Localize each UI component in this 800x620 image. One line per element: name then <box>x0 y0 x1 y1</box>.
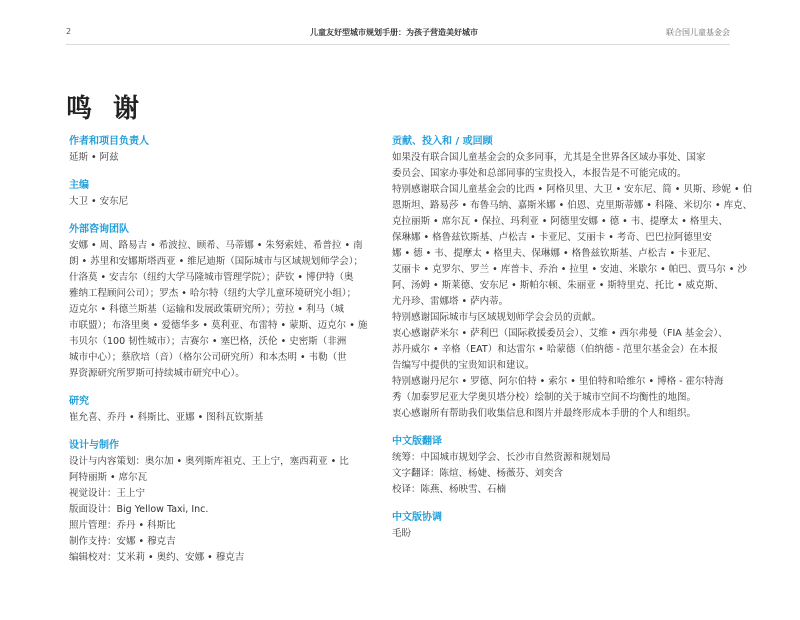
section-body <box>69 410 369 426</box>
section-heading: 贡献、投入和 / 或回顾 <box>392 136 493 147</box>
text-line: 衷心感谢所有帮助我们收集信息和图片并最终形成本手册的个人和组织。 <box>392 408 697 419</box>
organization-name: 联合国儿童基金会 <box>666 28 730 37</box>
text-line: 衷心感谢萨米尔 • 萨利巴（国际救援委员会）、艾维 • 西尔弗曼（FIA 基金会）、 <box>392 328 728 339</box>
text-line: 编辑校对：艾米莉 • 奥约、安娜 • 穆克吉 <box>69 552 245 563</box>
section-paragraph <box>392 182 753 310</box>
text-line: 委员会、国家办事处和总部同事的宝贵投入，本报告是不可能完成的。 <box>392 168 687 179</box>
page-title: 鸣 谢 <box>66 94 146 124</box>
section-body <box>69 194 369 210</box>
section-paragraph <box>392 450 742 498</box>
header-divider <box>66 44 730 45</box>
section-heading: 设计与制作 <box>69 440 119 451</box>
text-line: 雅纳工程顾问公司）；罗杰 • 哈尔特（纽约大学儿童环境研究小组）； <box>69 288 357 299</box>
text-line: 版面设计：Big Yellow Taxi, Inc. <box>69 504 209 515</box>
credit-section <box>392 434 742 498</box>
text-line: 阿、汤姆 • 斯莱德、安东尼 • 斯帕尔顿、朱丽亚 • 斯特里克、托比 • 威克斯、 <box>392 280 724 291</box>
credit-section <box>392 510 742 542</box>
text-line: 韦贝尔（100 韧性城市）；吉赛尔 • 塞巴格，沃伦 • 史密斯（非洲 <box>69 336 347 347</box>
text-line: 告编写中提供的宝贵知识和建议。 <box>392 360 535 371</box>
text-line: 照片管理：乔丹 • 科斯比 <box>69 520 176 531</box>
text-line: 迈克尔 • 科德兰斯基（运输和发展政策研究所）；劳拉 • 利马（城 <box>69 304 345 315</box>
right-column <box>392 134 753 554</box>
text-line: 阿特丽斯 • 席尔瓦 <box>69 472 148 483</box>
section-paragraph <box>392 326 742 374</box>
text-line: 克拉丽斯 • 席尔瓦 • 保拉、玛利亚 • 阿德里安娜 • 德 • 韦、提摩太 • 格里夫、 <box>392 216 728 227</box>
section-heading: 中文版翻译 <box>392 436 442 447</box>
text-line: 校译：陈燕、杨映雪、石楠 <box>392 484 507 495</box>
text-line: 如果没有联合国儿童基金会的众多同事，尤其是全世界各区域办事处、国家 <box>392 152 706 163</box>
text-line: 文字翻译：陈煊、杨婕、杨薇芬、刘奕含 <box>392 468 564 479</box>
text-line: 视觉设计：王上宁 <box>69 488 146 499</box>
section-paragraph <box>392 310 742 326</box>
text-line: 崔允喜、乔丹 • 科斯比、亚娜 • 图科瓦钦斯基 <box>69 412 264 423</box>
text-line: 秀（加泰罗尼亚大学奥贝塔分校）绘制的关于城市空间不均衡性的地图。 <box>392 392 697 403</box>
section-heading: 研究 <box>69 396 89 407</box>
page-header <box>0 20 800 50</box>
text-line: 统筹：中国城市规划学会、长沙市自然资源和规划局 <box>392 452 611 463</box>
text-line: 市联盟）；布洛里奥 • 爱德华多 • 莫利亚、布雷特 • 蒙斯、迈克尔 • 施 <box>69 320 368 331</box>
section-heading: 作者和项目负责人 <box>69 136 149 147</box>
text-line: 安娜 • 周、路易吉 • 希波拉、顾希、马蒂娜 • 朱努索娃、希普拉 • 南 <box>69 240 363 251</box>
section-heading: 中文版协调 <box>392 512 442 523</box>
text-line: 延斯 • 阿兹 <box>69 152 119 163</box>
section-paragraph <box>392 150 742 182</box>
text-line: 毛盼 <box>392 528 412 539</box>
text-line: 大卫 • 安东尼 <box>69 196 129 207</box>
text-line: 尤丹珍、雷娜塔 • 萨内蒂。 <box>392 296 509 307</box>
page-number: 2 <box>66 27 72 36</box>
section-paragraph <box>392 526 742 542</box>
text-line: 特别感谢国际城市与区域规划师学会会员的贡献。 <box>392 312 602 323</box>
text-line: 城市中心）；蔡欣培（音）（格尔公司研究所）和本杰明 • 韦勒（世 <box>69 352 347 363</box>
section-paragraph <box>392 374 742 406</box>
text-line: 特别感谢联合国儿童基金会的比西 • 阿格贝里、大卫 • 安东尼、简 • 贝斯、珍妮 • 伯 <box>392 184 753 195</box>
section-paragraph <box>392 406 742 422</box>
text-line: 什洛莫 • 安吉尔（纽约大学马隆城市管理学院）；萨钦 • 博伊特（奥 <box>69 272 354 283</box>
credit-section <box>69 394 369 426</box>
credit-section <box>69 438 369 566</box>
text-line: 苏丹威尔 • 辛格（EAT）和达雷尔 • 哈蒙德（伯纳德 - 范里尔基金会）在本报 <box>392 344 718 355</box>
section-heading: 外部咨询团队 <box>69 224 129 235</box>
text-line: 设计与内容策划：奥尔加 • 奥列斯库祖克、王上宁，塞西莉亚 • 比 <box>69 456 349 467</box>
left-column <box>69 134 369 578</box>
text-line: 界资源研究所罗斯可持续城市研究中心）。 <box>69 368 245 379</box>
credit-section <box>392 134 753 422</box>
credit-section <box>69 222 369 382</box>
running-title: 儿童友好型城市规划手册：为孩子营造美好城市 <box>310 28 478 37</box>
text-line: 特别感谢丹尼尔 • 罗德、阿尔伯特 • 索尔 • 里伯特和哈维尔 • 博格 - 霍尔特海 <box>392 376 724 387</box>
section-heading: 主编 <box>69 180 89 191</box>
section-body <box>69 238 369 382</box>
text-line: 娜 • 德 • 韦、提摩太 • 格里夫、保琳娜 • 格鲁兹钦斯基、卢松吉 • 卡亚尼、 <box>392 248 717 259</box>
text-line: 朗 • 苏里和安娜斯塔西亚 • 维尼迪斯（国际城市与区域规划师学会）； <box>69 256 364 267</box>
credit-section <box>69 134 369 166</box>
section-body <box>69 454 369 566</box>
text-line: 制作支持：安娜 • 穆克吉 <box>69 536 176 547</box>
text-line: 保琳娜 • 格鲁兹钦斯基、卢松吉 • 卡亚尼、艾丽卡 • 考奇、巴巴拉阿德里安 <box>392 232 712 243</box>
text-line: 艾丽卡 • 克罗尔、罗兰 • 库普卡、乔治 • 拉里 • 安迪、米歇尔 • 帕巴、贾马尔 • 沙 <box>392 264 747 275</box>
credit-section <box>69 178 369 210</box>
section-body <box>69 150 369 166</box>
text-line: 恩斯坦、路易莎 • 布鲁马纳、嘉斯米娜 • 伯恩、克里斯蒂娜 • 科隆、米切尔 • 库克、 <box>392 200 753 211</box>
